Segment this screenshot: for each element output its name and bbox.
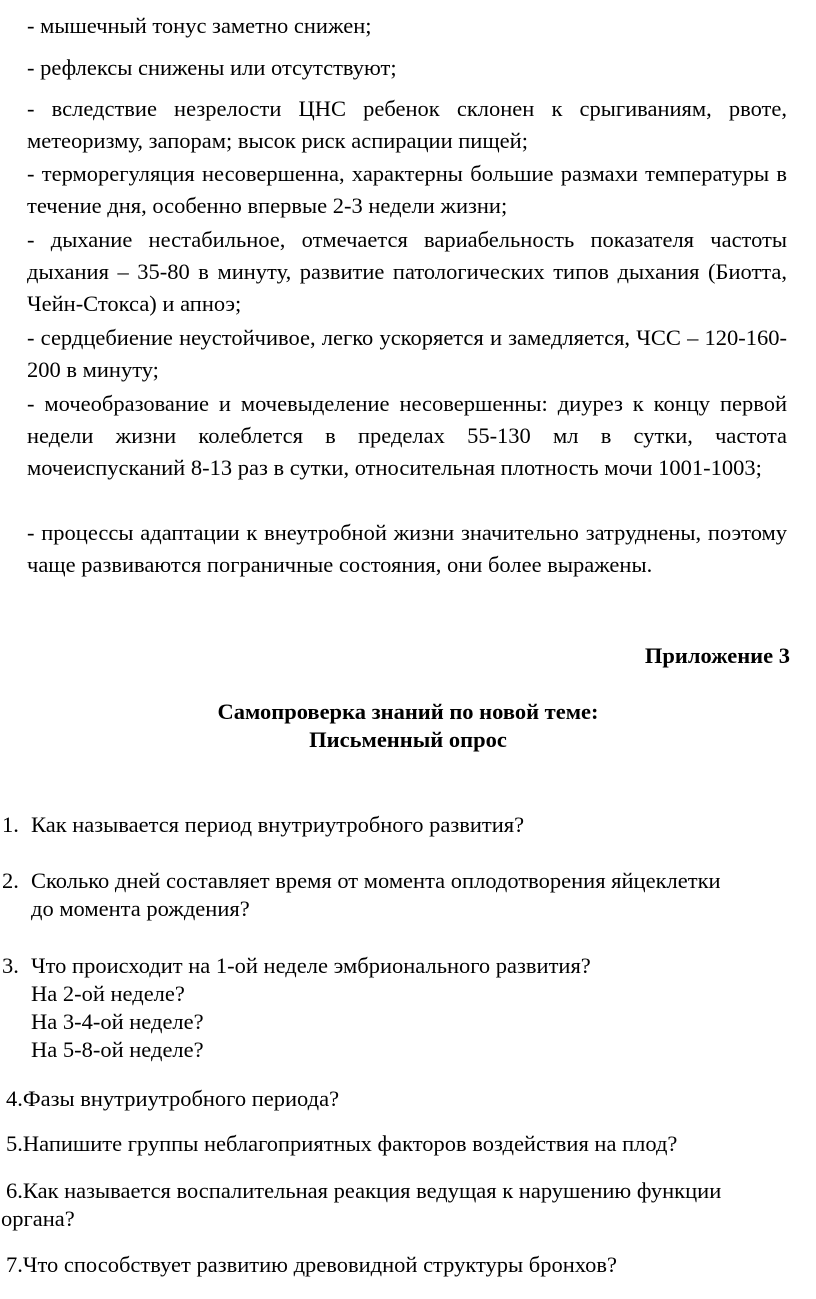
question-6: 6.Как называется воспалительная реакция ведущая к нарушению функции — [6, 1178, 722, 1203]
question-number: 1. — [2, 812, 19, 837]
question-text: Что происходит на 1-ой неделе эмбрионального развития? — [31, 953, 591, 978]
section-title: Самопроверка знаний по новой теме: — [217, 699, 599, 724]
paragraph-thermoregulation: - терморегуляция несовершенна, характерны большие размахи температуры в течение дня, особенно впервые 2-3 недели жизни; — [27, 161, 787, 218]
question-text: Сколько дней составляет время от момента оплодотворения яйцеклетки — [31, 868, 721, 893]
paragraph-urination: - мочеобразование и мочевыделение несовершенны: диурез к концу первой недели жизни колеблется в пределах 55-130 мл в сутки, частота мочеиспусканий 8-13 раз в сутки, относительная плотность мочи 1001-1003; — [27, 391, 787, 480]
paragraph-reflexes: - рефлексы снижены или отсутствуют; — [27, 55, 397, 80]
paragraph-muscle-tone: - мышечный тонус заметно снижен; — [27, 13, 372, 38]
paragraph-breathing: - дыхание нестабильное, отмечается вариабельность показателя частоты дыхания – 35-80 в минуту, развитие патологических типов дыхания (Биотта, Чейн-Стокса) и апноэ; — [27, 227, 787, 316]
question-6-continuation: органа? — [1, 1206, 75, 1231]
paragraph-heartbeat: - сердцебиение неустойчивое, легко ускоряется и замедляется, ЧСС – 120-160-200 в минуту; — [27, 325, 787, 382]
question-4: 4.Фазы внутриутробного периода? — [6, 1086, 340, 1111]
question-number: 3. — [2, 953, 19, 978]
question-text: Как называется период внутриутробного развития? — [31, 812, 525, 837]
question-subitem: На 2-ой неделе? — [31, 981, 185, 1006]
paragraph-adaptation: - процессы адаптации к внеутробной жизни значительно затруднены, поэтому чаще развиваются пограничные состояния, они более выражены. — [27, 520, 787, 577]
question-subitem: На 3-4-ой неделе? — [31, 1009, 204, 1034]
appendix-label: Приложение 3 — [644, 643, 790, 668]
section-subtitle: Письменный опрос — [309, 727, 507, 752]
paragraph-cns: - вследствие незрелости ЦНС ребенок склонен к срыгиваниям, рвоте, метеоризму, запорам; высок риск аспирации пищей; — [27, 96, 787, 153]
question-7: 7.Что способствует развитию древовидной структуры бронхов? — [6, 1252, 618, 1277]
question-5: 5.Напишите группы неблагоприятных факторов воздействия на плод? — [6, 1131, 678, 1156]
question-number: 2. — [2, 868, 19, 893]
question-text-continuation: до момента рождения? — [31, 896, 250, 921]
question-subitem: На 5-8-ой неделе? — [31, 1037, 204, 1062]
